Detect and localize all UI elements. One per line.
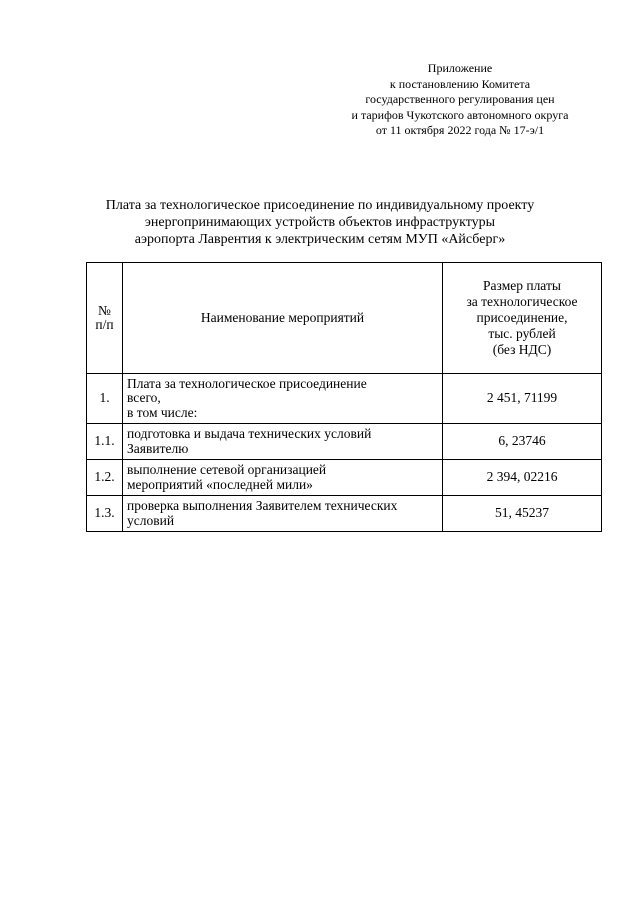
- row-name-line: в том числе:: [127, 404, 198, 420]
- document-title: [60, 197, 580, 248]
- header-number: [87, 263, 123, 374]
- table-row: [87, 460, 602, 496]
- row-name: [123, 460, 443, 496]
- header-number-line: №: [98, 302, 111, 318]
- appendix-header: [330, 61, 590, 139]
- row-name: [123, 496, 443, 532]
- row-value: 6, 23746: [443, 424, 602, 460]
- row-number: 1.3.: [87, 496, 123, 532]
- row-value: 2 394, 02216: [443, 460, 602, 496]
- table-row: [87, 424, 602, 460]
- row-name-line: Заявителю: [127, 440, 189, 456]
- row-value: 2 451, 71199: [443, 374, 602, 424]
- appendix-line: государственного регулирования цен: [365, 92, 555, 106]
- row-name-line: выполнение сетевой организацией: [127, 462, 327, 477]
- appendix-line: Приложение: [427, 61, 493, 75]
- table-row: [87, 374, 602, 424]
- row-name-line: всего,: [127, 390, 161, 406]
- table-row: [87, 496, 602, 532]
- row-number: 1.2.: [87, 460, 123, 496]
- header-value-line: тыс. рублей: [488, 326, 556, 341]
- header-value-line: (без НДС): [492, 342, 552, 357]
- header-value-line: присоединение,: [476, 310, 568, 325]
- fees-table: [86, 262, 602, 532]
- header-value-line: Размер платы: [483, 278, 561, 293]
- title-line: аэропорта Лаврентия к электрическим сетям МУП «Айсберг»: [134, 232, 506, 247]
- header-number-line: п/п: [95, 317, 114, 332]
- row-name-line: условий: [127, 512, 175, 528]
- header-name: Наименование мероприятий: [123, 263, 443, 374]
- row-number: 1.1.: [87, 424, 123, 460]
- row-value: 51, 45237: [443, 496, 602, 532]
- table-header-row: [87, 263, 602, 374]
- title-line: Плата за технологическое присоединение по индивидуальному проекту: [105, 198, 535, 213]
- header-value-line: за технологическое: [466, 294, 578, 309]
- appendix-line: от 11 октября 2022 года № 17-э/1: [375, 123, 545, 137]
- header-value: [443, 263, 602, 374]
- row-name-line: подготовка и выдача технических условий: [127, 426, 372, 441]
- row-name: [123, 374, 443, 424]
- title-line: энергопринимающих устройств объектов инфраструктуры: [144, 215, 496, 230]
- row-name-line: мероприятий «последней мили»: [127, 476, 313, 492]
- appendix-line: и тарифов Чукотского автономного округа: [351, 107, 569, 122]
- row-name-line: Плата за технологическое присоединение: [127, 375, 367, 391]
- row-name: [123, 424, 443, 460]
- appendix-line: к постановлению Комитета: [389, 76, 531, 91]
- row-number: 1.: [87, 374, 123, 424]
- row-name-line: проверка выполнения Заявителем технических: [127, 498, 398, 513]
